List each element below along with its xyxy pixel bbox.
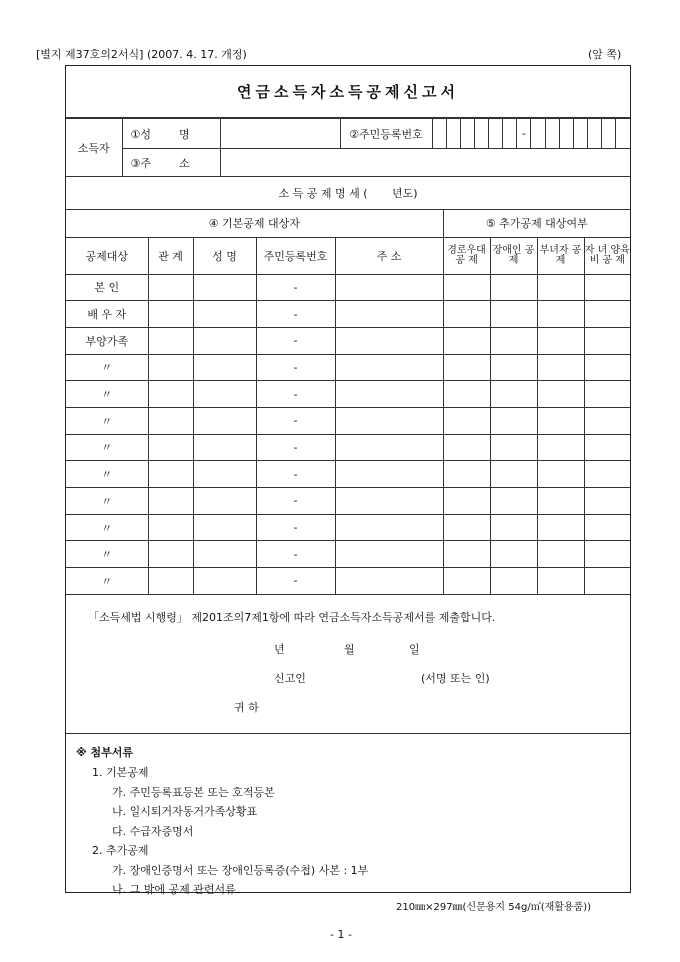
row-cell[interactable] (443, 434, 490, 461)
row-cell[interactable] (193, 354, 256, 381)
row-rrn-cell[interactable]: - (256, 381, 335, 408)
additional-section-header: ⑤ 추가공제 대상여부 (443, 210, 630, 237)
row-cell[interactable] (443, 354, 490, 381)
table-row (66, 434, 630, 461)
statement-text: 「소득세법 시행령」 제201조의7제1항에 따라 연금소득자소득공제서를 제출합니다. (88, 611, 496, 624)
row-cell[interactable] (490, 488, 537, 515)
rrn-digit[interactable] (531, 119, 545, 149)
row-cell[interactable] (193, 488, 256, 515)
recipient: 귀 하 (234, 701, 259, 714)
row-cell[interactable] (443, 407, 490, 434)
row-cell[interactable] (335, 434, 443, 461)
row-cell[interactable] (584, 354, 630, 381)
row-cell[interactable] (443, 461, 490, 488)
row-cell[interactable] (443, 327, 490, 354)
table-row (66, 488, 630, 515)
name-field[interactable] (220, 119, 340, 149)
column-header: 주 소 (335, 237, 443, 274)
row-cell[interactable] (148, 461, 193, 488)
row-cell[interactable] (537, 354, 584, 381)
attachment-item: 가. 장애인증명서 또는 장애인등록증(수첩) 사본 : 1부 (112, 863, 369, 877)
row-cell[interactable] (335, 488, 443, 515)
row-cell[interactable] (335, 461, 443, 488)
row-cell[interactable] (537, 488, 584, 515)
row-cell[interactable] (490, 514, 537, 541)
row-cell[interactable] (584, 541, 630, 568)
filer-label: 소득자 (66, 119, 122, 177)
row-cell[interactable] (193, 301, 256, 328)
date-year: 년 (274, 643, 285, 656)
row-cell[interactable] (335, 354, 443, 381)
row-target: 〃 (66, 434, 148, 461)
row-target: 〃 (66, 381, 148, 408)
address-label: ③주 소 (122, 149, 220, 177)
row-rrn-cell[interactable]: - (256, 488, 335, 515)
filer-table (66, 118, 630, 177)
row-cell[interactable] (193, 514, 256, 541)
row-rrn-cell[interactable]: - (256, 434, 335, 461)
table-row (66, 381, 630, 408)
row-cell[interactable] (584, 381, 630, 408)
attachment-item: 2. 추가공제 (92, 844, 149, 857)
table-row (66, 568, 630, 595)
deduction-table (66, 210, 630, 595)
column-header: 성 명 (193, 237, 256, 274)
row-cell[interactable] (443, 568, 490, 595)
row-cell[interactable] (537, 434, 584, 461)
paper-spec: 210㎜×297㎜(신문용지 54g/㎡(재활용품)) (396, 902, 592, 913)
row-target: 배 우 자 (66, 301, 148, 328)
row-rrn-cell[interactable]: - (256, 461, 335, 488)
row-cell[interactable] (490, 568, 537, 595)
detail-title: 소 득 공 제 명 세 ( 년도) (66, 177, 630, 210)
attachment-item: 나. 일시퇴거자동거가족상황표 (112, 805, 258, 818)
row-target: 부양가족 (66, 327, 148, 354)
attachments-section (66, 734, 630, 896)
row-rrn-cell[interactable]: - (256, 327, 335, 354)
row-cell[interactable] (490, 381, 537, 408)
row-cell[interactable] (148, 301, 193, 328)
rrn-digit[interactable] (446, 119, 460, 149)
form-frame (65, 65, 631, 896)
row-cell[interactable] (148, 541, 193, 568)
column-header: 경로우대 공 제 (443, 237, 490, 274)
table-row (66, 461, 630, 488)
row-target: 〃 (66, 514, 148, 541)
row-cell[interactable] (193, 274, 256, 301)
row-cell[interactable] (148, 407, 193, 434)
row-cell[interactable] (148, 354, 193, 381)
row-cell[interactable] (335, 274, 443, 301)
rrn-digit[interactable] (474, 119, 488, 149)
column-header: 자 녀 양육비 공 제 (584, 237, 630, 274)
statement-section (66, 593, 630, 734)
rrn-digit[interactable] (602, 119, 616, 149)
attachment-item: 다. 수급자증명서 (112, 824, 194, 838)
row-cell[interactable] (443, 514, 490, 541)
row-cell[interactable] (193, 327, 256, 354)
row-cell[interactable] (537, 461, 584, 488)
rrn-digit[interactable] (588, 119, 602, 149)
basic-section-header: ④ 기본공제 대상자 (66, 210, 443, 237)
row-rrn-cell[interactable]: - (256, 514, 335, 541)
row-rrn-cell[interactable]: - (256, 354, 335, 381)
row-cell[interactable] (193, 407, 256, 434)
attachment-item: 나. 그 밖에 공제 관련서류 (112, 883, 236, 896)
row-cell[interactable] (490, 434, 537, 461)
row-target: 〃 (66, 354, 148, 381)
row-cell[interactable] (443, 301, 490, 328)
table-row (66, 407, 630, 434)
table-row (66, 327, 630, 354)
table-row (66, 354, 630, 381)
row-cell[interactable] (148, 488, 193, 515)
attachment-item: 1. 기본공제 (92, 766, 149, 779)
row-cell[interactable] (490, 327, 537, 354)
rrn-dash: - (517, 119, 531, 149)
row-cell[interactable] (584, 274, 630, 301)
row-cell[interactable] (148, 381, 193, 408)
row-target: 〃 (66, 461, 148, 488)
row-cell[interactable] (584, 488, 630, 515)
row-cell[interactable] (443, 488, 490, 515)
row-cell[interactable] (537, 327, 584, 354)
table-row (66, 301, 630, 328)
table-row (66, 514, 630, 541)
row-cell[interactable] (584, 514, 630, 541)
row-cell[interactable] (335, 301, 443, 328)
row-cell[interactable] (335, 541, 443, 568)
attachments-title: ※ 첨부서류 (76, 746, 134, 759)
row-cell[interactable] (537, 541, 584, 568)
rrn-digit[interactable] (573, 119, 587, 149)
form-title: 연금소득자소득공제신고서 (66, 66, 630, 118)
row-cell[interactable] (490, 541, 537, 568)
row-cell[interactable] (490, 407, 537, 434)
row-cell[interactable] (584, 407, 630, 434)
row-target: 〃 (66, 407, 148, 434)
row-cell[interactable] (193, 381, 256, 408)
row-cell[interactable] (335, 327, 443, 354)
rrn-digit[interactable] (545, 119, 559, 149)
column-header: 공제대상 (66, 237, 148, 274)
row-cell[interactable] (584, 568, 630, 595)
column-header: 장애인 공 제 (490, 237, 537, 274)
row-cell[interactable] (443, 541, 490, 568)
row-target: 본 인 (66, 274, 148, 301)
form-reference: [별지 제37호의2서식] (2007. 4. 17. 개정) (36, 48, 247, 61)
row-cell[interactable] (148, 274, 193, 301)
rrn-digit[interactable] (503, 119, 517, 149)
rrn-digit[interactable] (460, 119, 474, 149)
row-cell[interactable] (335, 381, 443, 408)
row-cell[interactable] (584, 434, 630, 461)
row-cell[interactable] (148, 434, 193, 461)
row-cell[interactable] (584, 461, 630, 488)
rrn-digit[interactable] (432, 119, 446, 149)
row-target: 〃 (66, 568, 148, 595)
address-field[interactable] (220, 149, 630, 177)
row-cell[interactable] (335, 407, 443, 434)
date-day: 일 (409, 643, 420, 656)
row-cell[interactable] (193, 568, 256, 595)
row-cell[interactable] (490, 274, 537, 301)
row-cell[interactable] (584, 301, 630, 328)
row-rrn-cell[interactable]: - (256, 568, 335, 595)
row-target: 〃 (66, 488, 148, 515)
table-row (66, 541, 630, 568)
row-rrn-cell[interactable]: - (256, 301, 335, 328)
sign-hint: (서명 또는 인) (421, 672, 490, 685)
rrn-label: ②주민등록번호 (340, 119, 432, 149)
row-cell[interactable] (537, 301, 584, 328)
rrn-digit[interactable] (559, 119, 573, 149)
row-cell[interactable] (193, 434, 256, 461)
row-rrn-cell[interactable]: - (256, 407, 335, 434)
row-cell[interactable] (537, 568, 584, 595)
table-row (66, 274, 630, 301)
row-cell[interactable] (490, 354, 537, 381)
page-side: (앞 쪽) (588, 48, 622, 61)
row-cell[interactable] (537, 407, 584, 434)
column-header: 부녀자 공 제 (537, 237, 584, 274)
filer-signature-label: 신고인 (274, 672, 306, 685)
row-cell[interactable] (584, 327, 630, 354)
date-month: 월 (344, 643, 355, 656)
rrn-digit[interactable] (616, 119, 630, 149)
rrn-digit[interactable] (489, 119, 503, 149)
row-rrn-cell[interactable]: - (256, 274, 335, 301)
column-header: 주민등록번호 (256, 237, 335, 274)
row-cell[interactable] (537, 274, 584, 301)
row-cell[interactable] (490, 301, 537, 328)
row-cell[interactable] (148, 514, 193, 541)
row-cell[interactable] (443, 274, 490, 301)
row-cell[interactable] (148, 327, 193, 354)
attachment-item: 가. 주민등록표등본 또는 호적등본 (112, 785, 275, 799)
row-target: 〃 (66, 541, 148, 568)
row-rrn-cell[interactable]: - (256, 541, 335, 568)
row-cell[interactable] (490, 461, 537, 488)
row-cell[interactable] (148, 568, 193, 595)
column-header: 관 계 (148, 237, 193, 274)
name-label: ①성 명 (122, 119, 220, 149)
row-cell[interactable] (537, 514, 584, 541)
row-cell[interactable] (537, 381, 584, 408)
page-number: - 1 - (330, 928, 352, 941)
row-cell[interactable] (335, 514, 443, 541)
row-cell[interactable] (335, 568, 443, 595)
row-cell[interactable] (443, 381, 490, 408)
row-cell[interactable] (193, 461, 256, 488)
row-cell[interactable] (193, 541, 256, 568)
